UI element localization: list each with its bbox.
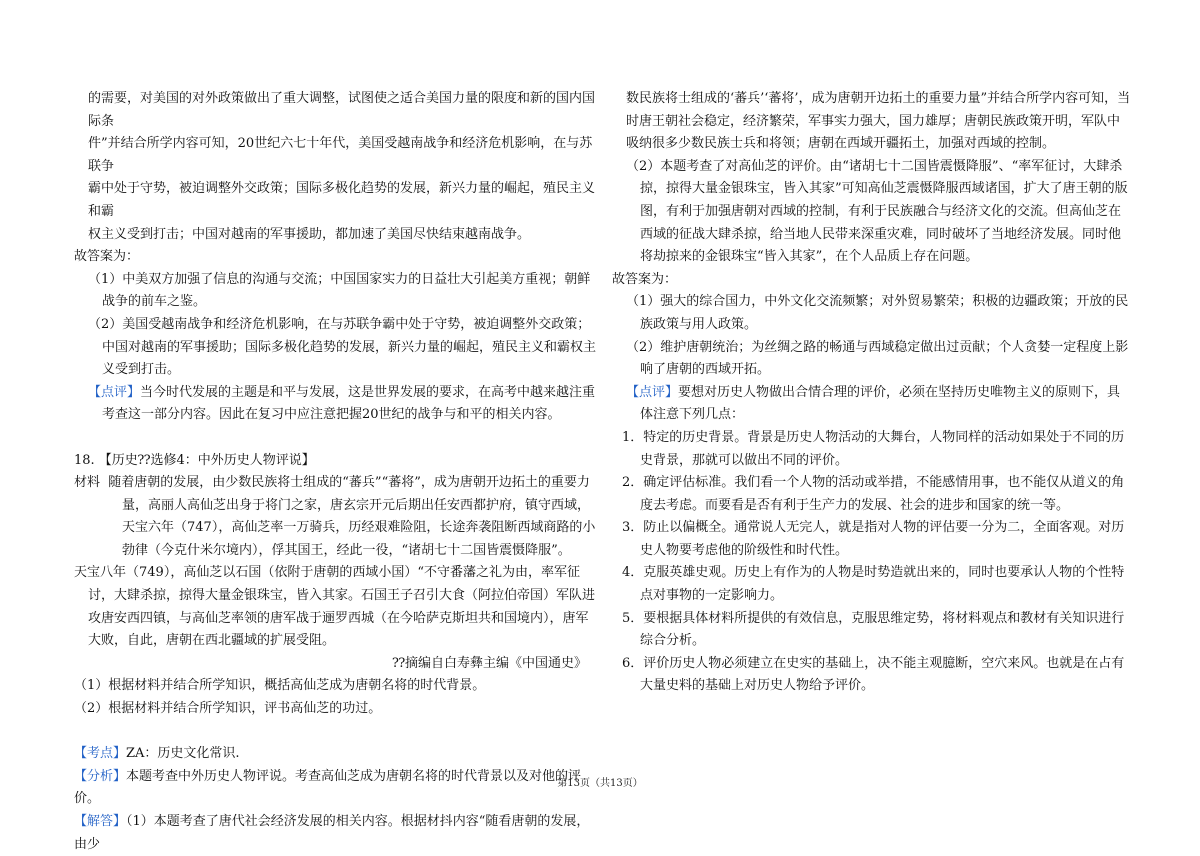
- jieda-paragraph: [74, 811, 597, 856]
- list-item: 1．特定的历史背景。背景是历史人物活动的大舞台，人物同样的活动如果处于不同的历史背景，那就可以做出不同的评价。: [622, 429, 1125, 468]
- continued-line: 的需要，对美国的对外政策做出了重大调整，试图使之适合美国力量的限度和新的国内国际条: [88, 91, 596, 129]
- answer-item-2: （2）维护唐朝统治；为丝绸之路的畅通与西域稳定做出过贡献；个人贪婪一定程度上影响了唐朝的西域开拓。: [626, 339, 1129, 378]
- answer-item-1: （1）强大的综合国力，中外文化交流频繁；对外贸易繁荣；积极的边疆政策；开放的民族政策与用人政策。: [626, 294, 1129, 332]
- question-title: 18. 【历史⁇选修4：中外历史人物评说】: [74, 452, 315, 468]
- list-item: 6．评价历史人物必须建立在史实的基础上，决不能主观臆断，空穴来风。也就是在占有大量史料的基础上对历史人物给予评价。: [622, 655, 1125, 694]
- answer-item-2: （2）美国受越南战争和经济危机影响，在与苏联争霸中处于守势，被迫调整外交政策；中国对越南的军事援助；国际多极化趋势的发展，新兴力量的崛起，殖民主义和霸权主义受到打击。: [88, 316, 597, 378]
- fenxi-label: 【分析】: [74, 768, 127, 784]
- source-citation: ⁇摘编自白寿彝主编《中国通史》: [392, 655, 587, 671]
- continued-paragraph: 数民族将士组成的‘蕃兵’‘蕃将’，成为唐朝开边拓土的重要力量”并结合所学内容可知，当时唐王朝社会稳定，经济繁荣，军事实力强大，国力雄厚；唐朝民族政策开明，军队中吸纳很多少数民族士兵和将领；唐朝在西域开疆拓土，加强对西域的控制。: [626, 91, 1131, 152]
- comment-label: 【点评】: [88, 384, 141, 400]
- material-label: 材料: [74, 475, 101, 491]
- comment-paragraph: [74, 382, 597, 427]
- jieda-text: （1）本题考查了唐代社会经济发展的相关内容。根据材抖内容“随看唐朝的发展，由少: [74, 814, 590, 852]
- list-item: 2．确定评估标准。我们看一个人物的活动或举措，不能感情用事，也不能仅从道义的角度去考虑。而要看是否有利于生产力的发展、社会的进步和国家的统一等。: [622, 475, 1125, 513]
- comment-text: 当今时代发展的主题是和平与发展，这是世界发展的要求，在高考中越来越注重考查这一部分内容。因此在复习中应注意把握20世纪的战争与和平的相关内容。: [102, 384, 596, 423]
- continued-line: 件”并结合所学内容可知，20世纪六七十年代，美国受越南战争和经济危机影响，在与苏联争: [88, 136, 593, 174]
- continued-line: 权主义受到打击；中国对越南的军事援助，都加速了美国尽快结束越南战争。: [88, 226, 531, 242]
- answer-item-1: （1）中美双方加强了信息的沟通与交流；中国国家实力的日益壮大引起美方重视；朝鲜战争的前车之鉴。: [88, 271, 591, 310]
- kaodian-text: ZA：历史文化常识.: [126, 746, 240, 762]
- spacer: [74, 427, 597, 450]
- right-column: [612, 88, 1132, 698]
- list-item: 5．要根据具体材料所提供的有效信息，克服思维定势，将材料观点和教材有关知识进行综合分析。: [622, 610, 1125, 649]
- question-1: （1）根据材料并结合所学知识，概括高仙芝成为唐朝名将的时代背景。: [74, 678, 486, 694]
- kaodian-paragraph: [74, 743, 597, 766]
- jieda-label: 【解答】: [74, 814, 127, 829]
- spacer: [74, 721, 597, 744]
- material-text: 随着唐朝的发展，由少数民族将士组成的“蕃兵”“蕃将”，成为唐朝开边拓土的重要力量，高丽人高仙芝出身于将门之家，唐玄宗开元后期出任安西都护府，镇守西域，天宝六年（747），高仙芝率一万骑兵，历经艰难险阻，长途奔袭阻断西域商路的小勃律（今克什米尔境内），俘其国王，经此一役，“诸胡七十二国皆震慑降服”。: [108, 475, 596, 558]
- list-item: 3．防止以偏概全。通常说人无完人，就是指对人物的评估要一分为二，全面客观。对历史人物要考虑他的阶级性和时代性。: [622, 520, 1125, 558]
- comment-label: 【点评】: [626, 384, 679, 400]
- analysis-2: （2）本题考查了对高仙芝的评价。由“诸胡七十二国皆震慑降服”、“率军征讨，大肆杀掠，掠得大量金银珠宝，皆入其家”可知高仙芝震慑降服西域诸国，扩大了唐王朝的版图，有利于加强唐朝对西域的控制，有利于民族融合与经济文化的交流。但高仙芝在西域的征战大肆杀掠，给当地人民带来深重灾难，同时破坏了当地经济发展。同时他将劫掠来的金银珠宝“皆入其家”，在个人品质上存在问题。: [626, 158, 1128, 265]
- comment-paragraph: [612, 382, 1132, 427]
- continued-line: 霸中处于守势，被迫调整外交政策；国际多极化趋势的发展，新兴力量的崛起，殖民主义和霸: [88, 181, 596, 219]
- list-item: 4．克服英雄史观。历史上有作为的人物是时势造就出来的，同时也要承认人物的个性特点对事物的一定影响力。: [622, 565, 1125, 604]
- comment-text: 要想对历史人物做出合情合理的评价，必须在坚持历史唯物主义的原则下，具体注意下列几点：: [640, 384, 1121, 423]
- left-column: [74, 88, 597, 856]
- kaodian-label: 【考点】: [74, 746, 127, 762]
- question-2: （2）根据材料并结合所学知识，评书高仙芝的功过。: [74, 701, 382, 717]
- answer-header: 故答案为：: [74, 249, 140, 265]
- fenxi-text: 本题考查中外历史人物评说。考查高仙芝成为唐朝名将的时代背景以及对他的评价。: [74, 768, 582, 807]
- page-footer: 第13页（共13页）: [557, 778, 643, 789]
- answer-header: 故答案为：: [612, 271, 678, 287]
- material-paragraph-2: 天宝八年（749），高仙芝以石国（依附于唐朝的西域小国）“不守番藩之礼为由，率军征讨，大肆杀掠，掠得大量金银珠宝，皆入其家。石国王子召引大食（阿拉伯帝国）军队进攻唐安西四镇，与高仙芝率领的唐军战于逦罗西城（在今哈萨克斯坦共和国境内），唐军大败，自此，唐朝在西北疆域的扩展受阻。: [74, 565, 596, 649]
- material-paragraph: [74, 472, 597, 562]
